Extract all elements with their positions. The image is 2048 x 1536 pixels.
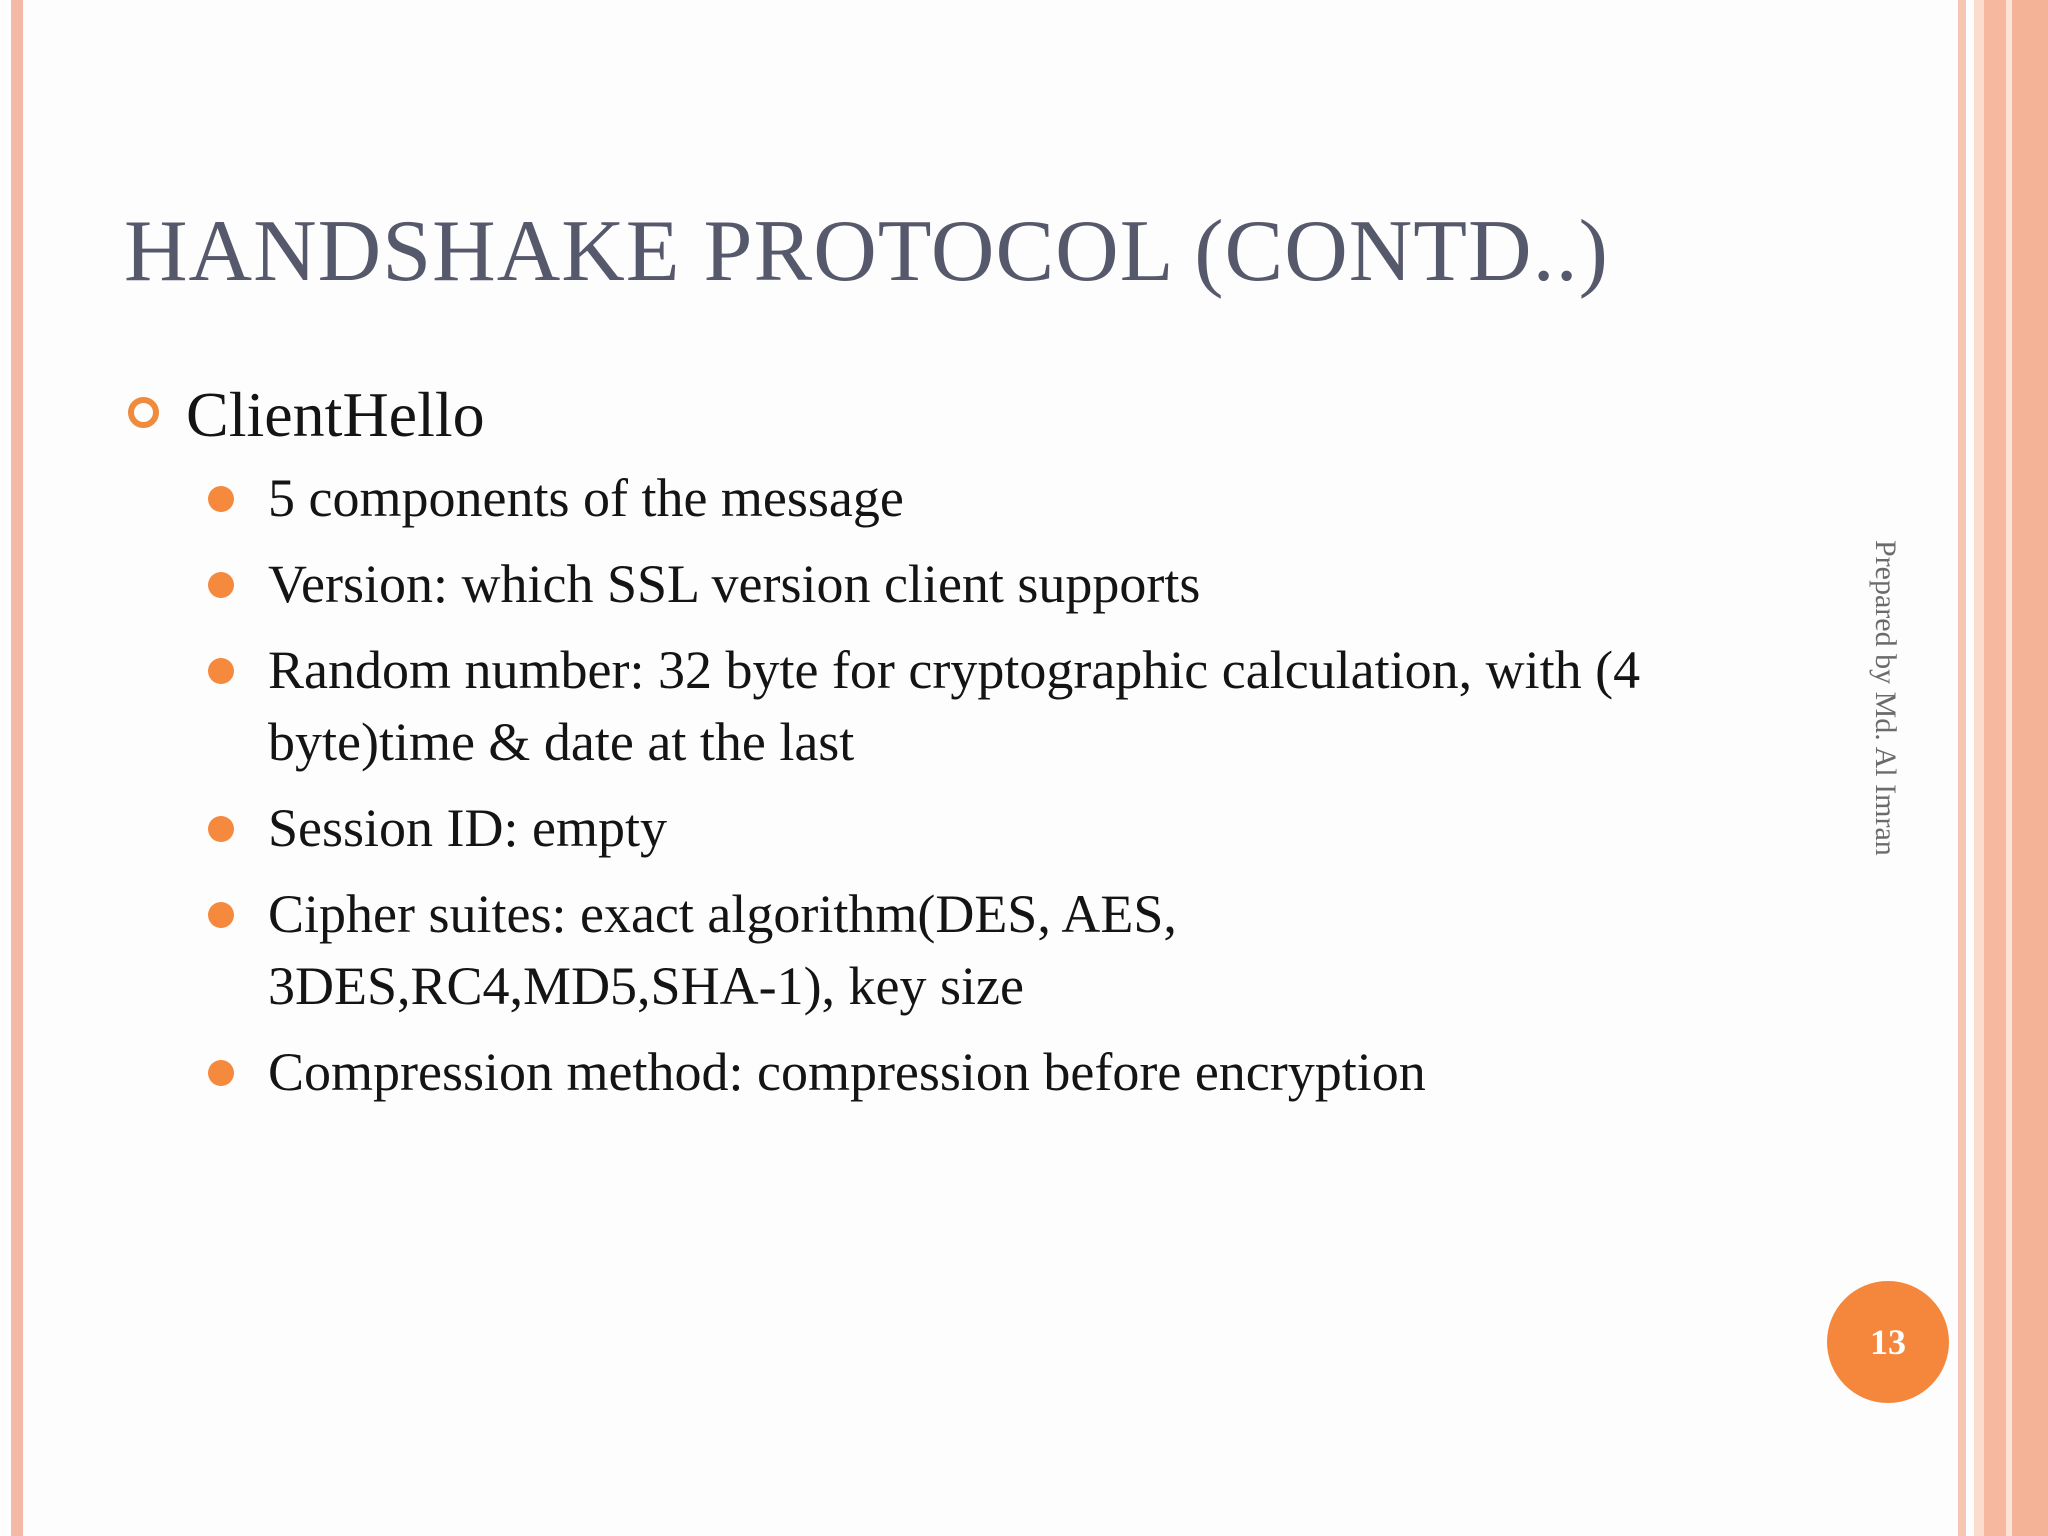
list-item-text: Version: which SSL version client supports <box>268 554 1201 614</box>
page-number-badge <box>1827 1281 1949 1403</box>
dot-bullet-icon <box>208 1060 234 1086</box>
list-item <box>124 792 1784 864</box>
heading-bullet-item <box>124 380 1784 450</box>
dot-bullet-icon <box>208 902 234 928</box>
list-item <box>124 462 1784 534</box>
list-item-text: Random number: 32 byte for cryptographic calculation, with (4 byte)time & date at the last <box>268 640 1641 772</box>
right-border-stripe <box>1974 0 1984 1536</box>
list-item-text: Compression method: compression before encryption <box>268 1042 1426 1102</box>
dot-bullet-icon <box>208 816 234 842</box>
list-item <box>124 548 1784 620</box>
list-item <box>124 634 1688 778</box>
page-number: 13 <box>1870 1322 1906 1362</box>
left-border-stripe <box>11 0 23 1536</box>
slide-content <box>124 380 1784 1122</box>
list-item <box>124 878 1568 1022</box>
dot-bullet-icon <box>208 658 234 684</box>
heading-text: ClientHello <box>186 379 485 450</box>
sub-bullet-list <box>124 462 1784 1108</box>
list-item <box>124 1036 1784 1108</box>
right-border-stripe <box>2012 0 2048 1536</box>
list-item-text: Cipher suites: exact algorithm(DES, AES, 3DES,RC4,MD5,SHA-1), key size <box>268 884 1177 1016</box>
ring-bullet-icon <box>128 397 159 428</box>
right-border-stripe <box>1958 0 1966 1536</box>
right-border-stripe <box>1984 0 2006 1536</box>
list-item-text: Session ID: empty <box>268 798 667 858</box>
slide-title: HANDSHAKE PROTOCOL (CONTD..) <box>124 203 1609 300</box>
dot-bullet-icon <box>208 572 234 598</box>
author-credit: Prepared by Md. Al Imran <box>1869 540 1902 856</box>
dot-bullet-icon <box>208 486 234 512</box>
list-item-text: 5 components of the message <box>268 468 904 528</box>
